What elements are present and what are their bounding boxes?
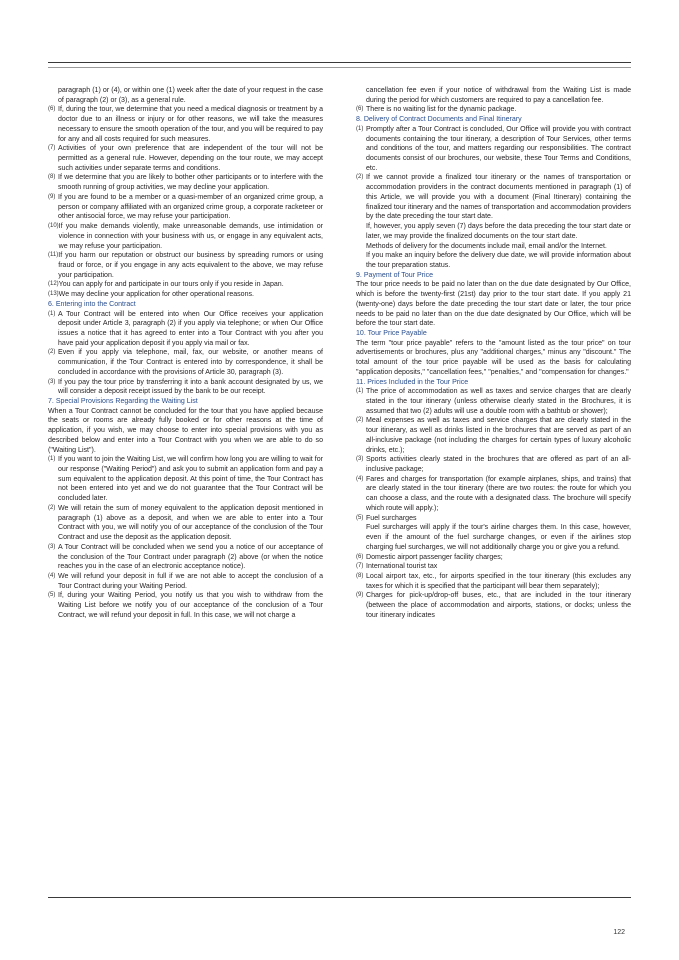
item-text: Charges for pick-up/drop-off buses, etc., that are included in the tour itinerary (between the place of accommodation and airports, stations, or docks; unless the tour itinerary indicates: [366, 592, 631, 619]
paragraph: When a Tour Contract cannot be concluded for the tour that you have applied because the seats or rooms are already fully booked or for other reasons at the time of application, if you wish, we may choose to enter into special provisions with you as described below and enter into a Tour Contract with you when we are able to do so ("Waiting List").: [48, 407, 323, 454]
section-heading: 7. Special Provisions Regarding the Waiting List: [48, 398, 198, 405]
item-number: (1): [356, 125, 364, 132]
list-item: [356, 514, 631, 524]
paragraph: The tour price needs to be paid no later than on the due date designated by Our Office, which is before the twenty-first (21st) day prior to the tour start date. If you apply 21 (twenty-one) days before the date preceding the tour start date or later, the tour price needs to be paid no later than on the due date designated by Our Office, which will be before the tour start date.: [356, 281, 631, 328]
item-text: International tourist tax: [366, 563, 438, 571]
header-rule: [48, 62, 631, 63]
list-item: [48, 105, 323, 144]
item-text: A Tour Contract will be concluded when we send you a notice of our acceptance of the conclusion of the Tour Contract under paragraph (2) above (or when the notice reaches you in the case of an electronic acceptance notice).: [58, 543, 323, 571]
header-rule-thin: [48, 67, 631, 68]
list-item: [48, 280, 323, 290]
continuation-text: Fuel surcharges will apply if the tour's airline charges them. In this case, however, even if the amount of the fuel surcharge changes, or even if the airlines stop charging fuel surcharges, we will not additionally charge you or give you a refund.: [366, 524, 631, 551]
section-heading: 11. Prices Included in the Tour Price: [356, 378, 469, 386]
item-number: (5): [356, 514, 364, 521]
item-text: Even if you apply via telephone, mail, fax, our website, or another means of communication, if the Tour Contract is entered into by correspondence, it shall be concluded in accordance with the provisions of Article 30, paragraph (3).: [58, 349, 323, 376]
item-text: If, during your Waiting Period, you notify us that you wish to withdraw from the Waiting List before we notify you of our acceptance of the conclusion of a Tour Contract, we will refund your deposit in full. In this case, we will not charge a: [58, 592, 323, 619]
list-item: [356, 105, 631, 115]
item-text: Fares and charges for transportation (for example airplanes, ships, and trains) that are clearly stated in the tour itinerary (there are two routes: the route for which you can choose a class, and the route with a designated class. The brochure will specify which route will apply.);: [366, 475, 631, 512]
item-number: (1): [48, 456, 56, 463]
continuation-text: cancellation fee even if your notice of withdrawal from the Waiting List is made during the period for which customers are required to pay a cancellation fee.: [366, 87, 631, 104]
section-heading: 9. Payment of Tour Price: [356, 271, 434, 279]
item-text: Sports activities clearly stated in the brochures that are offered as part of an all-inclusive package;: [366, 456, 631, 474]
list-item: [356, 591, 631, 620]
list-item: [48, 543, 323, 572]
page-number: 122: [613, 929, 625, 936]
list-item: [48, 222, 323, 251]
list-item: [356, 455, 631, 474]
list-item: [48, 504, 323, 543]
item-number: (12): [48, 281, 59, 288]
left-column: [48, 86, 323, 621]
list-item: [48, 310, 323, 349]
item-number: (9): [48, 193, 56, 200]
item-number: (4): [48, 572, 56, 579]
list-item: [356, 562, 631, 572]
item-text: Fuel surcharges: [366, 514, 417, 522]
continuation-text: If you make an inquiry before the delivery due date, we will provide information about the tour preparation status.: [366, 252, 631, 269]
item-text: If we determine that you are likely to bother other participants or to interfere with the smooth running of group activities, we may decline your application.: [58, 174, 323, 192]
list-item: [48, 290, 323, 300]
item-number: (2): [356, 174, 364, 181]
section-heading: 6. Entering into the Contract: [48, 300, 136, 308]
item-text: You can apply for and participate in our tours only if you reside in Japan.: [58, 281, 284, 289]
item-number: (1): [48, 310, 56, 317]
item-text: A Tour Contract will be entered into when Our Office receives your application deposit under Article 3, paragraph (2) if you apply via telephone; or when Our Office issues a notice that it has agreed to enter into a Tour Contract with you after you have paid your application deposit if you apply via mail or fax.: [58, 310, 323, 347]
item-text: Domestic airport passenger facility charges;: [366, 553, 503, 561]
item-text: There is no waiting list for the dynamic package.: [366, 106, 517, 114]
item-number: (7): [356, 563, 364, 570]
list-item: [356, 173, 631, 222]
item-number: (3): [48, 378, 56, 385]
item-text: If you pay the tour price by transferring it into a bank account designated by us, we will consider a deposit receipt issued by the bank to be our receipt.: [58, 378, 323, 396]
item-text: Activities of your own preference that are independent of the tour will not be permitted as a general rule. However, depending on the tour route, we may accept such activities under separate terms and conditions.: [58, 145, 323, 172]
list-item: [356, 572, 631, 591]
list-item: [48, 348, 323, 377]
item-number: (9): [356, 592, 364, 599]
section-heading: 10. Tour Price Payable: [356, 329, 427, 337]
list-item: [356, 387, 631, 416]
item-number: (10): [48, 223, 59, 230]
list-item: [48, 378, 323, 397]
item-text: If we cannot provide a finalized tour itinerary or the names of transportation or accommodation providers in the contract documents mentioned in paragraph (1) of this Article, we will provide you with a document (Final Itinerary) containing the finalized tour itinerary and the names of transportation and accommodation providers by the date preceding the tour start date.: [366, 174, 631, 221]
item-number: (6): [356, 106, 364, 113]
item-number: (2): [356, 417, 364, 424]
item-number: (8): [356, 572, 364, 579]
item-number: (2): [48, 504, 56, 511]
section-heading: 8. Delivery of Contract Documents and Final Itinerary: [356, 116, 522, 124]
item-number: (11): [48, 252, 59, 259]
list-item: [48, 572, 323, 591]
list-item: [48, 173, 323, 192]
item-number: (13): [48, 291, 59, 298]
continuation-text: If, however, you apply seven (7) days before the data preceding the tour start date or later, we may provide the finalized documents on the tour start date.: [366, 223, 631, 240]
item-text: Meal expenses as well as taxes and service charges that are clearly stated in the tour itinerary, as well as drinks listed in the brochures that are served as part of an all-inclusive package (not including the charges for certain types of luxury alcoholic drinks, etc.);: [366, 417, 631, 454]
item-text: We will retain the sum of money equivalent to the application deposit mentioned in paragraph (1) above as a deposit, and when we are able to enter into a Tour Contract with you, we will notify you of our acceptance of the conclusion of the Tour Contract and use the deposit as the application deposit.: [58, 504, 323, 542]
item-text: If you make demands violently, make unreasonable demands, use intimidation or violence in connection with your business with us, or engage in any equivalent acts, we may refuse your participation.: [58, 223, 323, 250]
list-item: [48, 251, 323, 280]
list-item: [356, 475, 631, 514]
item-number: (5): [48, 592, 56, 599]
list-item: [48, 591, 323, 620]
item-number: (4): [356, 475, 364, 482]
footer-rule: [48, 897, 631, 898]
item-number: (3): [356, 456, 364, 463]
item-text: Local airport tax, etc., for airports specified in the tour itinerary (this excludes any taxes for which it is specified that the participant will bear them separately);: [366, 572, 631, 590]
item-number: (2): [48, 349, 56, 356]
list-item: [356, 125, 631, 174]
item-text: The price of accommodation as well as taxes and service charges that are clearly stated in the tour itinerary (unless otherwise clearly stated in the Brochures, it is assumed that two (2) adults will use a double room with a bathtub or shower);: [366, 388, 631, 415]
continuation-text: Methods of delivery for the documents include mail, email and/or the Internet.: [366, 242, 607, 250]
paragraph: The term "tour price payable" refers to the "amount listed as the tour price" on tour advertisements or brochures, plus any "additional charges," minus any "discount." The total amount of the tour price payable will be used as the basis for calculating "application deposits," "cancellation fees," "penalties," and "compensation for changes.": [356, 339, 631, 376]
list-item: [48, 455, 323, 504]
item-text: We will refund your deposit in full if we are not able to accept the conclusion of a Tour Contract during your Waiting Period.: [58, 572, 323, 590]
list-item: [356, 416, 631, 455]
item-text: Promptly after a Tour Contract is concluded, Our Office will provide you with contract documents containing the tour itinerary, a description of Tour Services, other terms and conditions of the tour, and matters regarding our responsibilities. The contract documents consist of our brochures, our website, these Tour Terms and Conditions, etc.: [366, 125, 631, 172]
item-text: If you harm our reputation or obstruct our business by spreading rumors or using fraud or force, or if you engage in any acts equivalent to the above, we may refuse your participation.: [58, 252, 323, 279]
item-text: If, during the tour, we determine that you need a medical diagnosis or treatment by a doctor due to an illness or injury or for other reasons, we will take the measures necessary to ensure the smooth operation of the tour, and you will be required to pay for any and all costs required for such measures.: [58, 106, 323, 143]
item-number: (6): [356, 553, 364, 560]
item-number: (3): [48, 543, 56, 550]
item-text: If you are found to be a member or a quasi-member of an organized crime group, a person or company affiliated with an organized crime group, a corporate racketeer or other antisocial force, we may refuse your participation.: [58, 193, 323, 221]
continuation-text: paragraph (1) or (4), or within one (1) week after the date of your request in the case of paragraph (2) or (3), as a general rule.: [58, 87, 323, 104]
list-item: [48, 144, 323, 173]
right-column: [356, 86, 631, 621]
item-text: If you want to join the Waiting List, we will confirm how long you are willing to wait for our response ("Waiting Period") and ask you to submit an application form and pay a sum equivalent to the application deposit. At this point of time, the Tour Contract has not been entered into yet and we do not guarantee that the Tour Contract will be concluded later.: [58, 456, 323, 503]
item-number: (1): [356, 388, 364, 395]
list-item: [356, 553, 631, 563]
item-number: (7): [48, 145, 56, 152]
item-text: We may decline your application for other operational reasons.: [58, 291, 255, 299]
list-item: [48, 193, 323, 222]
item-number: (8): [48, 174, 56, 181]
item-number: (6): [48, 106, 56, 113]
